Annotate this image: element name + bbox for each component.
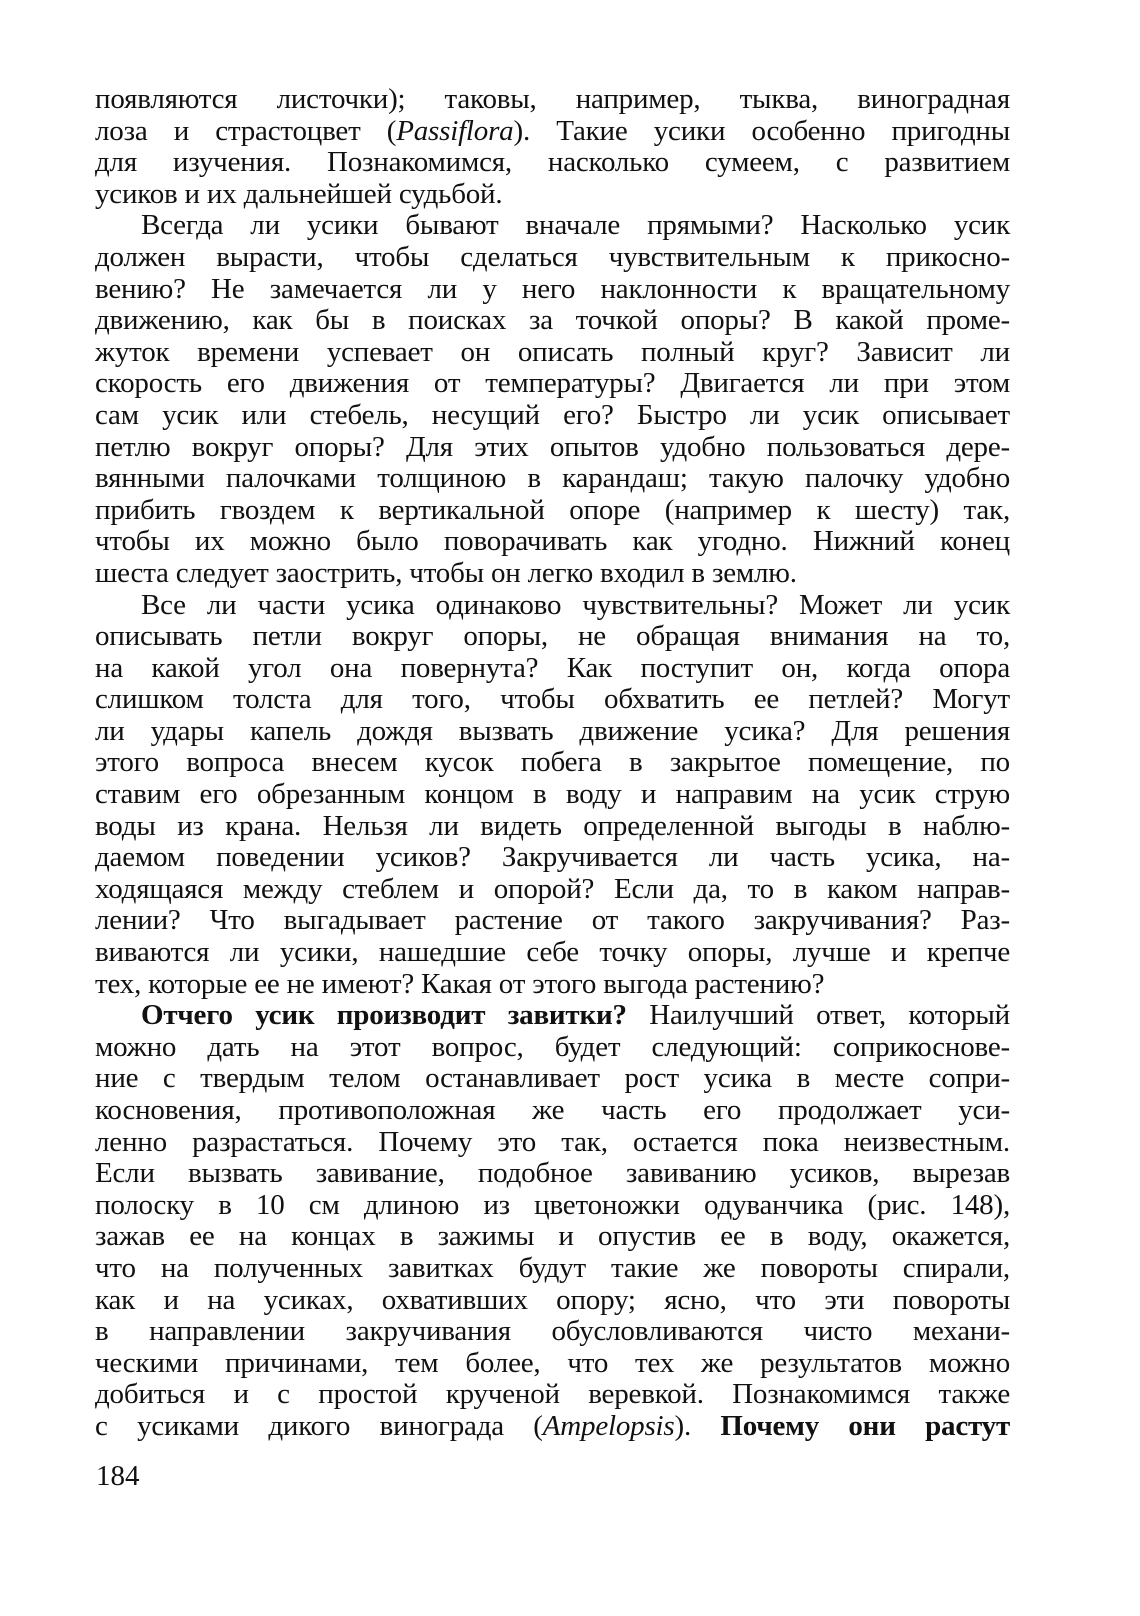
text-line xyxy=(95,842,1010,874)
text-run: ). xyxy=(674,1409,721,1442)
text-line xyxy=(95,969,1010,1001)
text-line xyxy=(95,368,1010,400)
text-run: усиков и их дальнейшей судьбой. xyxy=(95,177,503,210)
text-line xyxy=(95,621,1010,653)
text-run: лении? Что выгадывает растение от такого закручивания? Раз- xyxy=(95,904,1010,937)
text-line xyxy=(95,653,1010,685)
text-line xyxy=(95,242,1010,274)
text-line xyxy=(95,526,1010,558)
text-line xyxy=(95,210,1010,242)
text-run: жуток времени успевает он описать полный круг? Зависит ли xyxy=(95,335,1010,368)
text-run: можно дать на этот вопрос, будет следующий: соприкоснове- xyxy=(95,1030,1010,1063)
text-line xyxy=(95,1411,1010,1443)
text-line xyxy=(95,905,1010,937)
text-run: в направлении закручивания обусловливаются чисто механи- xyxy=(95,1315,1010,1348)
text-line xyxy=(95,1221,1010,1253)
text-line xyxy=(95,274,1010,306)
text-run: полоску в 10 см длиною из цветоножки одуванчика (рис. 148), xyxy=(95,1188,1010,1221)
text-line xyxy=(95,716,1010,748)
text-run: сам усик или стебель, несущий его? Быстро ли усик описывает xyxy=(95,398,1010,431)
text-line xyxy=(95,558,1010,590)
bold-heading: Почему они растут xyxy=(720,1409,1011,1442)
text-line xyxy=(95,1032,1010,1064)
text-line xyxy=(95,590,1010,622)
text-run: шеста следует заострить, чтобы он легко входил в землю. xyxy=(95,556,797,589)
text-run: Все ли части усика одинаково чувствительны? Может ли усик xyxy=(141,588,1010,621)
text-run: на какой угол она повернута? Как поступит он, когда опора xyxy=(95,651,1010,684)
text-run: ли удары капель дождя вызвать движение усика? Для решения xyxy=(95,714,1010,747)
page-number: 184 xyxy=(96,1460,140,1492)
text-run: появляются листочки); таковы, например, тыква, виноградная xyxy=(95,83,1010,115)
text-line xyxy=(95,1348,1010,1380)
italic-term: Passiflora xyxy=(396,114,514,147)
text-line xyxy=(95,179,1010,211)
text-run: Всегда ли усики бывают вначале прямыми? Насколько усик xyxy=(141,209,1010,242)
text-run: ходящаяся между стеблем и опорой? Если да, то в каком направ- xyxy=(95,872,1010,905)
paragraph xyxy=(95,210,1010,589)
text-line xyxy=(95,400,1010,432)
text-line xyxy=(95,432,1010,464)
text-run: вянными палочками толщиною в карандаш; такую палочку удобно xyxy=(95,462,1010,495)
text-line xyxy=(95,1316,1010,1348)
text-run: ческими причинами, тем более, что тех же результатов можно xyxy=(95,1346,1010,1379)
text-run: добиться и с простой крученой веревкой. Познакомимся также xyxy=(95,1378,1010,1411)
bold-heading: Отчего усик производит завитки? xyxy=(141,999,627,1032)
text-run: с усиками дикого винограда ( xyxy=(95,1409,543,1442)
text-line xyxy=(95,1000,1010,1032)
text-line xyxy=(95,747,1010,779)
text-line xyxy=(95,1158,1010,1190)
text-run: ставим его обрезанным концом в воду и направим на усик струю xyxy=(95,778,1010,811)
text-run: скорость его движения от температуры? Двигается ли при этом xyxy=(95,367,1010,400)
text-line xyxy=(95,684,1010,716)
text-line xyxy=(95,495,1010,527)
text-run: ). Такие усики особенно пригодны xyxy=(513,114,1010,147)
text-line xyxy=(95,874,1010,906)
paragraph xyxy=(95,590,1010,1001)
text-line xyxy=(95,1285,1010,1317)
text-run: тех, которые ее не имеют? Какая от этого выгода растению? xyxy=(95,967,825,1000)
text-line xyxy=(95,1063,1010,1095)
paragraph xyxy=(95,84,1010,210)
text-line xyxy=(95,1190,1010,1222)
text-run: зажав ее на концах в зажимы и опустив ее в воду, окажется, xyxy=(95,1220,1010,1253)
text-line xyxy=(95,84,1010,116)
text-run: чтобы их можно было поворачивать как угодно. Нижний конец xyxy=(95,525,1010,558)
text-run: ленно разрастаться. Почему это так, остается пока неизвестным. xyxy=(95,1125,1010,1158)
text-run: воды из крана. Нельзя ли видеть определенной выгоды в наблю- xyxy=(95,809,1010,842)
text-line xyxy=(95,305,1010,337)
text-line xyxy=(95,337,1010,369)
text-line xyxy=(95,937,1010,969)
text-run: прибить гвоздем к вертикальной опоре (например к шесту) так, xyxy=(95,493,1010,526)
text-run: вению? Не замечается ли у него наклонности к вращательному xyxy=(95,272,1010,305)
text-line xyxy=(95,1127,1010,1159)
text-run: ние с твердым телом останавливает рост усика в месте сопри- xyxy=(95,1062,1010,1095)
text-run: виваются ли усики, нашедшие себе точку опоры, лучше и крепче xyxy=(95,936,1010,969)
text-run: Наилучший ответ, который xyxy=(626,999,1010,1032)
text-run: Если вызвать завивание, подобное завиванию усиков, вырезав xyxy=(95,1157,1010,1190)
text-line xyxy=(95,147,1010,179)
italic-term: Ampelopsis xyxy=(542,1409,675,1442)
text-line xyxy=(95,1095,1010,1127)
text-run: косновения, противоположная же часть его продолжает уси- xyxy=(95,1094,1010,1126)
text-line xyxy=(95,116,1010,148)
text-line xyxy=(95,779,1010,811)
text-run: слишком толста для того, чтобы обхватить ее петлей? Могут xyxy=(95,683,1010,716)
text-run: для изучения. Познакомимся, насколько сумеем, с развитием xyxy=(95,146,1010,179)
text-line xyxy=(95,1379,1010,1411)
text-run: движению, как бы в поисках за точкой опоры? В какой проме- xyxy=(95,304,1010,337)
text-run: описывать петли вокруг опоры, не обращая внимания на то, xyxy=(95,620,1010,653)
text-run: что на полученных завитках будут такие же повороты спирали, xyxy=(95,1251,1010,1284)
text-line xyxy=(95,1253,1010,1285)
page-body-text xyxy=(95,84,1010,1443)
text-run: петлю вокруг опоры? Для этих опытов удобно пользоваться дере- xyxy=(95,430,1010,463)
text-run: даемом поведении усиков? Закручивается ли часть усика, на- xyxy=(95,841,1010,874)
text-line xyxy=(95,811,1010,843)
text-run: лоза и страстоцвет ( xyxy=(95,114,397,147)
paragraph xyxy=(95,1000,1010,1442)
text-run: должен вырасти, чтобы сделаться чувствительным к прикосно- xyxy=(95,240,1010,273)
text-line xyxy=(95,463,1010,495)
text-run: как и на усиках, охвативших опору; ясно, что эти повороты xyxy=(95,1283,1010,1316)
text-run: этого вопроса внесем кусок побега в закрытое помещение, по xyxy=(95,746,1010,779)
